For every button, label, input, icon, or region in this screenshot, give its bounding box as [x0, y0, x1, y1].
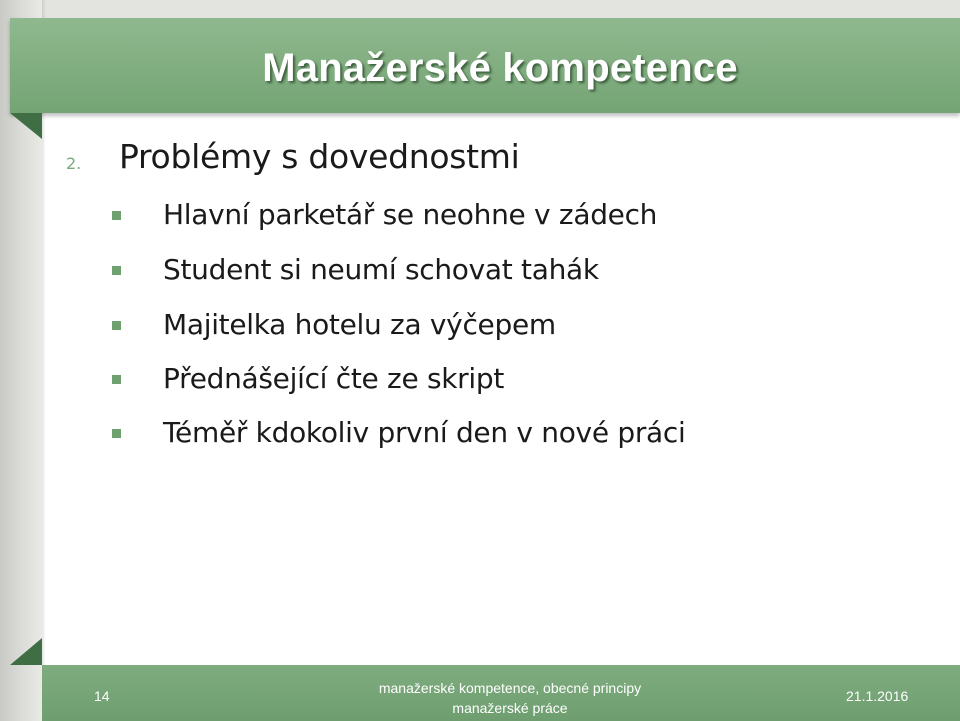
square-bullet-icon [112, 321, 121, 330]
square-bullet-icon [112, 211, 121, 220]
bullet-text: Student si neumí schovat tahák [163, 253, 599, 286]
bullet-text: Hlavní parketář se neohne v zádech [163, 198, 658, 231]
square-bullet-icon [112, 266, 121, 275]
footer-caption [330, 678, 690, 718]
bullet-text: Majitelka hotelu za výčepem [163, 308, 556, 341]
footer-caption-line-1: manažerské kompetence, obecné principy [378, 680, 642, 696]
square-bullet-icon [112, 429, 121, 438]
bullet-text: Přednášející čte ze skript [163, 362, 505, 395]
footer-caption-line-2: manažerské práce [452, 700, 568, 716]
bullet-text: Téměř kdokoliv první den v nové práci [163, 416, 686, 449]
slide-title: Manažerské kompetence [262, 46, 738, 90]
heading-number: 2. [66, 154, 82, 173]
footer-date: 21.1.2016 [846, 688, 909, 704]
top-strip [0, 0, 960, 18]
section-heading: Problémy s dovednostmi [119, 137, 520, 176]
slide-number: 14 [94, 688, 110, 704]
square-bullet-icon [112, 375, 121, 384]
footer-fold [10, 638, 42, 665]
